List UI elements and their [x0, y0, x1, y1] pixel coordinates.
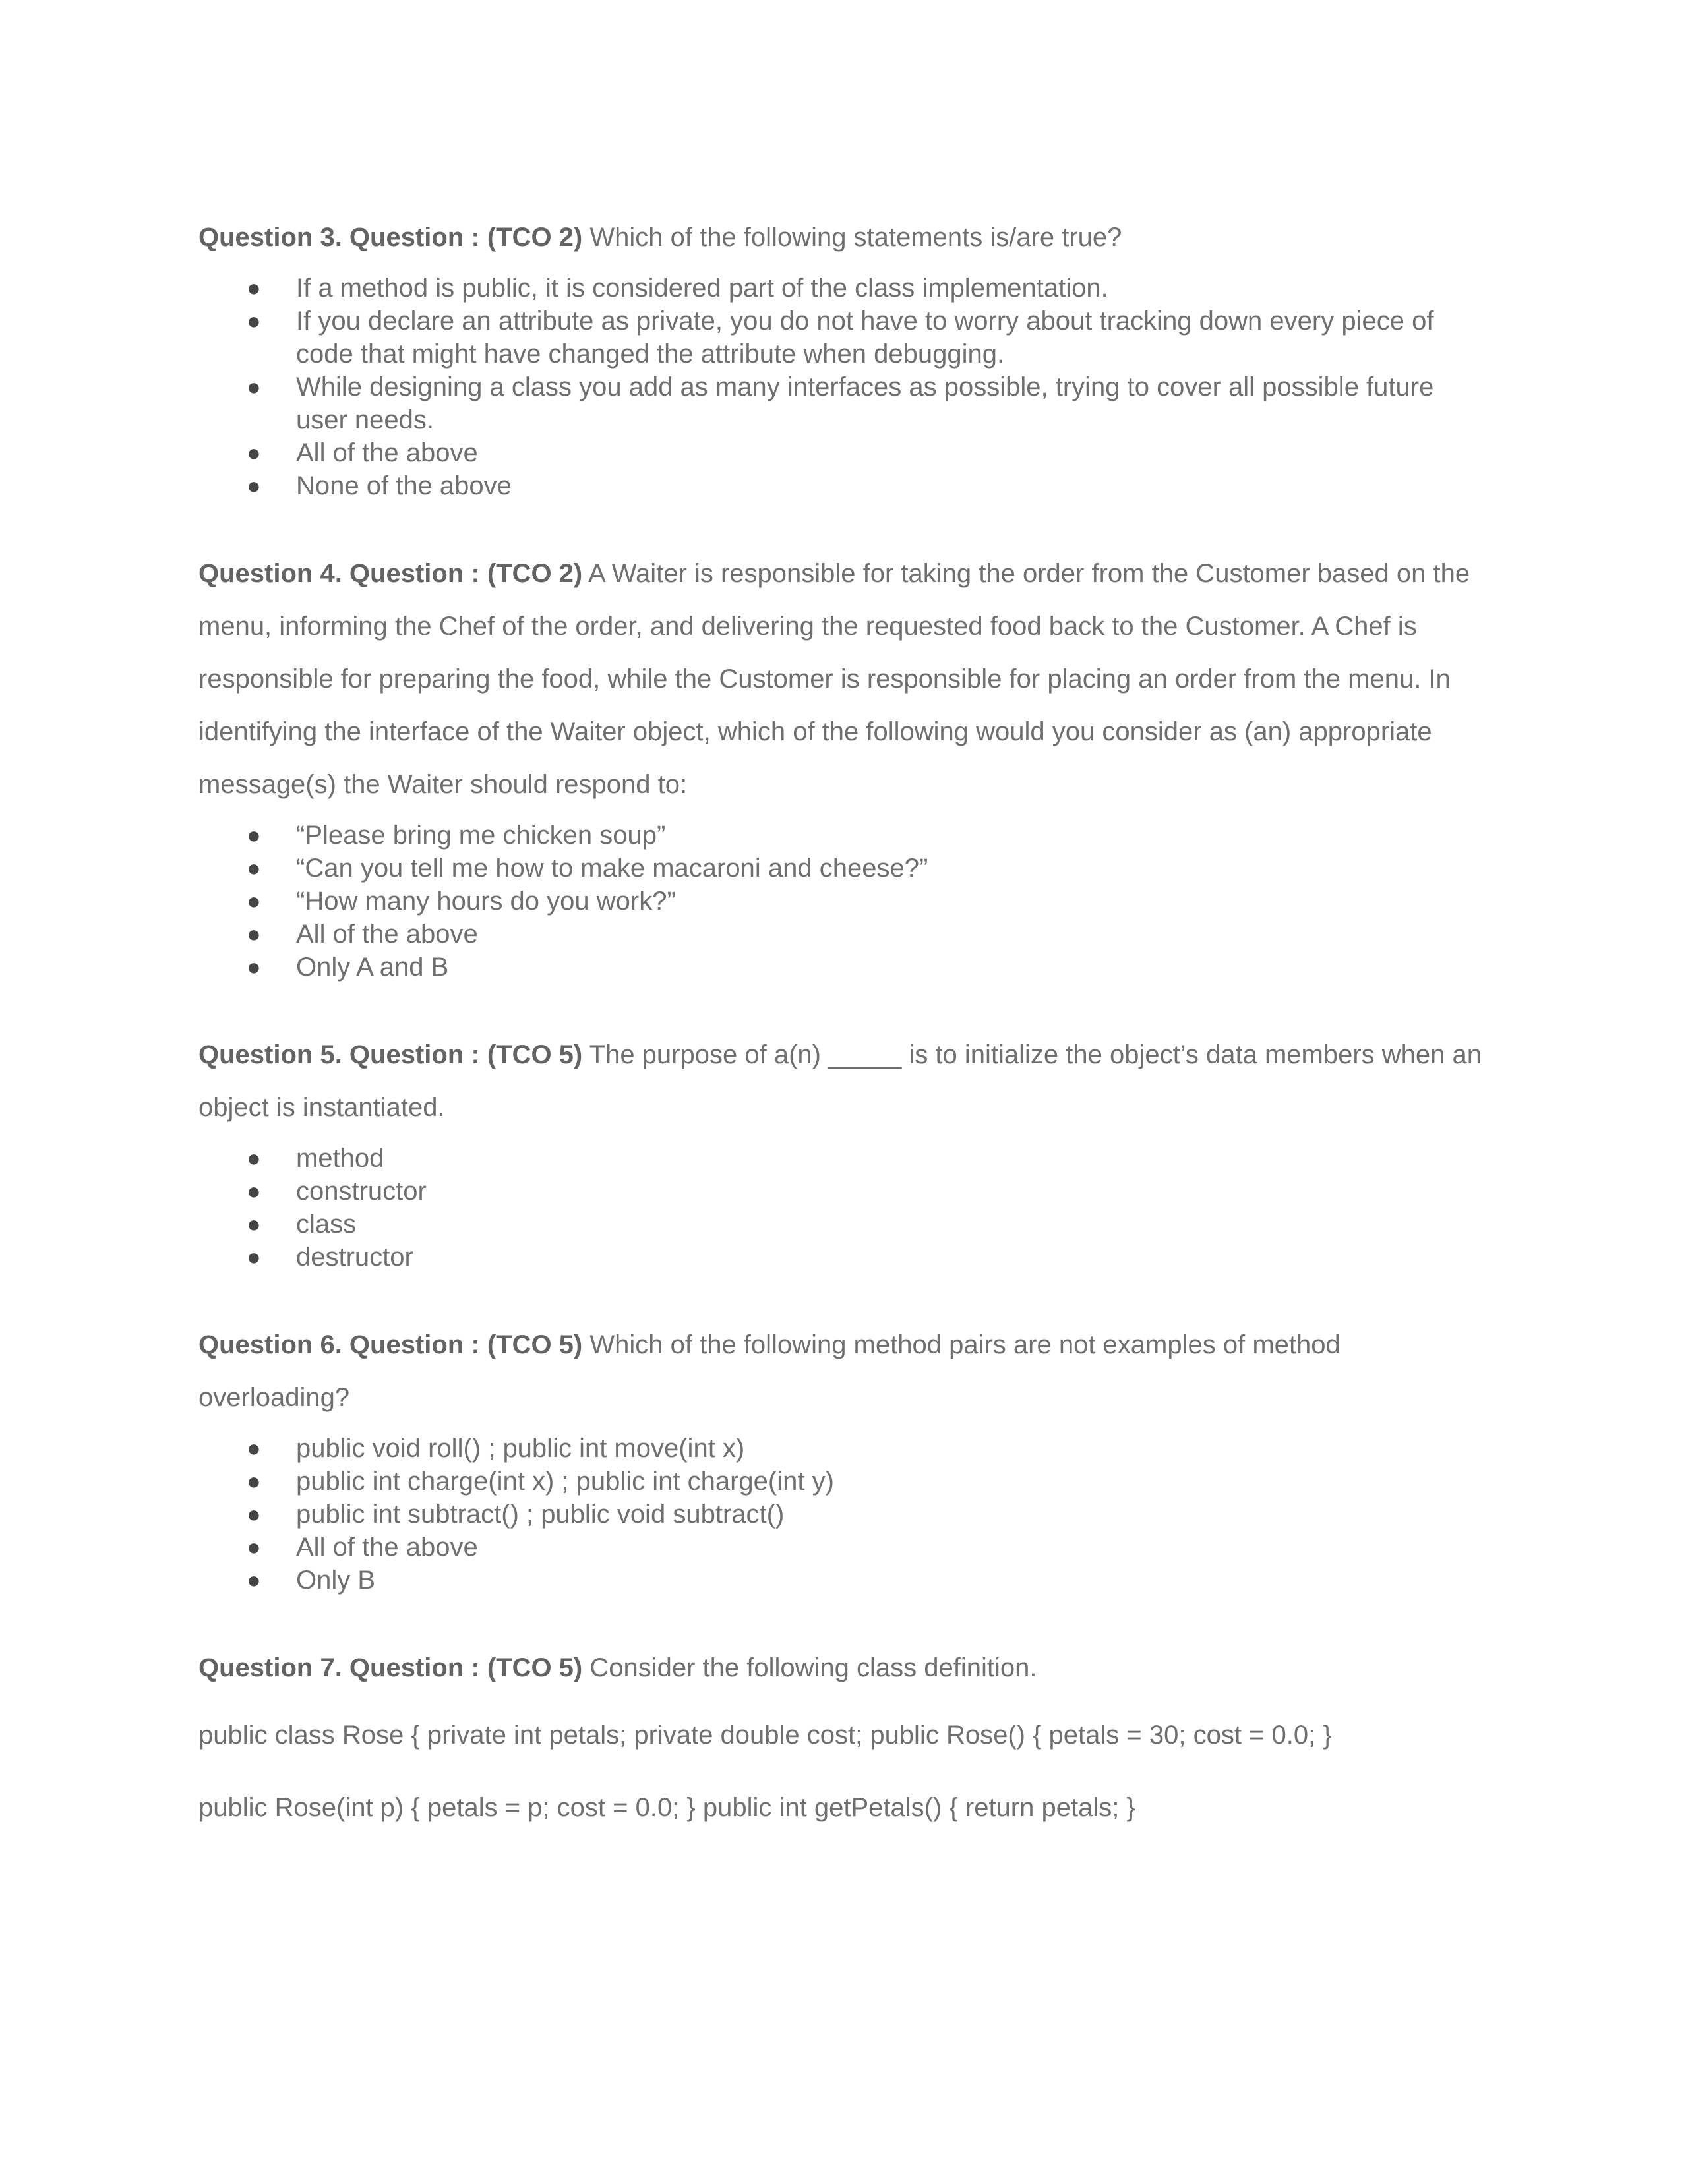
- option: ● Only A and B: [198, 951, 1491, 984]
- option: ● class: [198, 1208, 1491, 1241]
- bullet-icon: ●: [247, 1144, 261, 1171]
- bullet-icon: ●: [247, 920, 261, 947]
- question-7-label: Question 7. Question : (TCO 5): [198, 1653, 583, 1682]
- question-7: [198, 1641, 1491, 1827]
- question-3-label: Question 3. Question : (TCO 2): [198, 223, 583, 252]
- question-5-options: [198, 1142, 1491, 1274]
- question-3: [198, 211, 1491, 502]
- bullet-icon: ●: [247, 1467, 261, 1494]
- bullet-icon: ●: [247, 472, 261, 499]
- option: ● “Can you tell me how to make macaroni and cheese?”: [198, 852, 1491, 885]
- bullet-icon: ●: [247, 1177, 261, 1204]
- question-4-options: [198, 819, 1491, 984]
- question-3-heading: [198, 211, 1491, 264]
- question-7-heading: [198, 1641, 1491, 1694]
- bullet-icon: ●: [247, 887, 261, 914]
- bullet-icon: ●: [247, 1533, 261, 1560]
- bullet-icon: ●: [247, 1243, 261, 1270]
- bullet-icon: ●: [247, 854, 261, 881]
- option: ● All of the above: [198, 1531, 1491, 1564]
- question-7-text: Consider the following class definition.: [582, 1653, 1037, 1682]
- option: ● If a method is public, it is considered part of the class implementation.: [198, 272, 1491, 305]
- bullet-icon: ●: [247, 439, 261, 466]
- option: ● destructor: [198, 1241, 1491, 1274]
- question-5-heading: [198, 1028, 1491, 1134]
- bullet-icon: ●: [247, 1210, 261, 1237]
- bullet-icon: ●: [247, 274, 261, 301]
- bullet-icon: ●: [247, 1500, 261, 1527]
- bullet-icon: ●: [247, 307, 261, 334]
- option: ● None of the above: [198, 469, 1491, 502]
- option: ● While designing a class you add as many interfaces as possible, trying to cover all possible future user needs.: [198, 370, 1491, 436]
- option: ● public void roll() ; public int move(int x): [198, 1432, 1491, 1465]
- option: ● Only B: [198, 1564, 1491, 1597]
- option: ● public int subtract() ; public void subtract(): [198, 1498, 1491, 1531]
- bullet-icon: ●: [247, 953, 261, 980]
- option: ● All of the above: [198, 918, 1491, 951]
- question-4-heading: [198, 547, 1491, 811]
- question-6-text: Which of the following method pairs are not examples of method overloading?: [198, 1330, 1341, 1412]
- option: ● “How many hours do you work?”: [198, 885, 1491, 918]
- document-page: [198, 211, 1491, 1827]
- question-5-label: Question 5. Question : (TCO 5): [198, 1040, 583, 1069]
- bullet-icon: ●: [247, 1566, 261, 1593]
- question-4-label: Question 4. Question : (TCO 2): [198, 559, 583, 588]
- question-4-text: A Waiter is responsible for taking the order from the Customer based on the menu, informing the Chef of the order, and delivering the requested food back to the Customer. A Chef is responsible for preparing the food, while the Customer is responsible for placing an order from the menu. In identifying the interface of the Waiter object, which of the following would you consider as (an) appropriate message(s) the Waiter should respond to:: [198, 559, 1470, 799]
- option: ● “Please bring me chicken soup”: [198, 819, 1491, 852]
- question-5-text: The purpose of a(n) _____ is to initialize the object’s data members when an object is instantiated.: [198, 1040, 1482, 1122]
- code-line: public class Rose { private int petals; private double cost; public Rose() { petals = 30; cost = 0.0; }: [198, 1721, 1332, 1750]
- option: ● If you declare an attribute as private, you do not have to worry about tracking down every piece of code that might have changed the attribute when debugging.: [198, 305, 1491, 370]
- question-6-label: Question 6. Question : (TCO 5): [198, 1330, 583, 1359]
- option: ● All of the above: [198, 436, 1491, 469]
- question-3-options: [198, 272, 1491, 502]
- bullet-icon: ●: [247, 373, 261, 400]
- question-6-options: [198, 1432, 1491, 1597]
- option: ● public int charge(int x) ; public int charge(int y): [198, 1465, 1491, 1498]
- bullet-icon: ●: [247, 1434, 261, 1461]
- question-3-text: Which of the following statements is/are true?: [582, 223, 1122, 252]
- question-6-heading: [198, 1318, 1491, 1424]
- bullet-icon: ●: [247, 821, 261, 848]
- option: ● constructor: [198, 1175, 1491, 1208]
- option: ● method: [198, 1142, 1491, 1175]
- question-6: [198, 1318, 1491, 1597]
- code-line: public Rose(int p) { petals = p; cost = 0.0; } public int getPetals() { return petals; }: [198, 1793, 1135, 1822]
- question-4: [198, 547, 1491, 984]
- question-5: [198, 1028, 1491, 1274]
